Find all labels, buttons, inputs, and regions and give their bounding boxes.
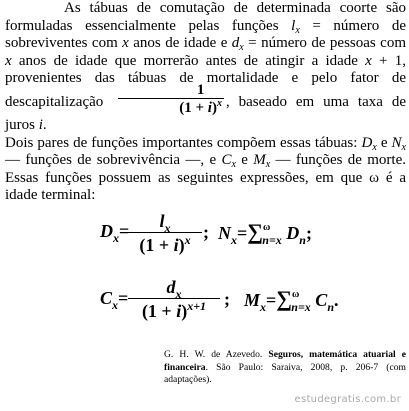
fraction-numerator: 1 (118, 82, 224, 99)
subscript-x: x (372, 141, 377, 153)
text-run: = número de sobreviventes com (5, 17, 406, 52)
separator-semicolon: ; (224, 289, 230, 309)
den-exponent: x (216, 97, 222, 109)
den-close: ) (178, 235, 185, 255)
Dx-numerator (128, 210, 202, 233)
equals-sign: = (237, 223, 248, 243)
subscript-x: x (112, 298, 119, 312)
paragraph-function-pairs (5, 135, 406, 205)
text-run: anos de idade e (128, 35, 232, 52)
Nx-expression (218, 219, 312, 245)
site-watermark: estudegratis.com.br (294, 394, 401, 405)
summation-symbol: ∑ (247, 219, 263, 244)
separator-semicolon: ; (305, 223, 312, 243)
den-open: (1 + (179, 99, 208, 116)
num-d: d (166, 277, 176, 297)
text-run: — funções de morte. Essas funções possuem as seguintes expressões, em que ω é a idade terminal: (5, 152, 406, 204)
sum-upper-limit: ω (262, 222, 271, 233)
Cx-denominator (128, 299, 220, 323)
Dx-denominator (128, 233, 202, 257)
end-period: . (334, 290, 339, 310)
fraction-denominator (118, 99, 224, 117)
var-M: M (253, 152, 266, 169)
num-sub: x (164, 221, 171, 235)
text-run: e (376, 134, 392, 151)
lhs-D: D (100, 221, 113, 241)
citation-title: Seguros, matemática atuarial e financeira (164, 349, 407, 373)
den-open: (1 + (139, 235, 174, 255)
source-citation (164, 349, 406, 387)
var-d: d (231, 35, 240, 52)
equals-sign: = (118, 288, 129, 308)
discount-factor-fraction (118, 82, 224, 117)
term-C: C (315, 290, 328, 310)
var-i: i (38, 116, 43, 133)
sum-lower-limit: n=x (291, 300, 311, 314)
var-x: x (5, 52, 12, 69)
den-open: (1 + (141, 301, 177, 321)
subscript-x: x (231, 233, 237, 247)
text-run: Dois pares de funções importantes compõem essas tábuas: (5, 134, 362, 151)
var-x: x (365, 52, 372, 69)
paragraph-commutation-tables (5, 0, 406, 135)
num-sub: x (175, 287, 182, 301)
Cx-fraction (128, 276, 220, 323)
separator-semicolon: ; (203, 222, 209, 242)
subscript-x: x (295, 24, 300, 36)
den-exponent: x+1 (187, 299, 207, 313)
den-i: i (176, 301, 182, 321)
Cx-numerator (128, 276, 220, 299)
Dx-lhs (100, 221, 130, 245)
var-D: D (361, 134, 373, 151)
var-l: l (291, 17, 296, 34)
subscript-x: x (231, 159, 236, 171)
text-run: . (42, 116, 47, 133)
text-run: + 1, provenientes das tábuas de mortalidade e pelo fator de descapitalização (5, 52, 406, 110)
lhs-N: N (218, 223, 231, 243)
text-run: e (235, 152, 254, 169)
subscript-x: x (265, 159, 271, 171)
question-text (5, 0, 406, 205)
equals-sign: = (266, 290, 277, 310)
text-run: , baseado em uma taxa de juros (5, 93, 406, 133)
Cx-lhs (100, 288, 129, 312)
Mx-expression (244, 286, 339, 312)
subscript-n: n (299, 233, 306, 247)
text-run: As tábuas de comutação de determinada coorte são formuladas essencialmente pelas funções (5, 0, 406, 34)
subscript-x: x (239, 42, 244, 54)
lhs-C: C (100, 288, 113, 308)
subscript-x: x (260, 300, 267, 314)
text-run: anos de idade que morrerão antes de atingir a idade (11, 52, 366, 69)
citation-details: . São Paulo: Saraiva, 2008, p. 206-7 (com adaptações). (164, 361, 406, 385)
var-N: N (391, 134, 402, 151)
subscript-x: x (401, 141, 406, 153)
text-run: = número de pessoas com (243, 35, 406, 52)
var-C: C (221, 152, 232, 169)
den-i: i (207, 99, 212, 116)
text-run: — funções de sobrevivência —, e (5, 152, 222, 169)
sum-upper-limit: ω (291, 289, 300, 300)
summation-symbol: ∑ (276, 286, 292, 311)
citation-author: G. H. W. de Azevedo. (164, 349, 269, 360)
den-i: i (173, 235, 179, 255)
subscript-x: x (113, 231, 119, 245)
var-x: x (122, 35, 129, 52)
Dx-fraction (128, 210, 202, 257)
sum-lower-limit: n=x (262, 233, 282, 247)
den-close: ) (181, 301, 188, 321)
term-D: D (286, 223, 300, 243)
num-l: l (159, 211, 165, 231)
den-exponent: x (184, 233, 191, 247)
lhs-M: M (244, 290, 261, 310)
subscript-n: n (327, 300, 334, 314)
equals-sign: = (119, 221, 130, 241)
den-close: ) (211, 99, 217, 116)
